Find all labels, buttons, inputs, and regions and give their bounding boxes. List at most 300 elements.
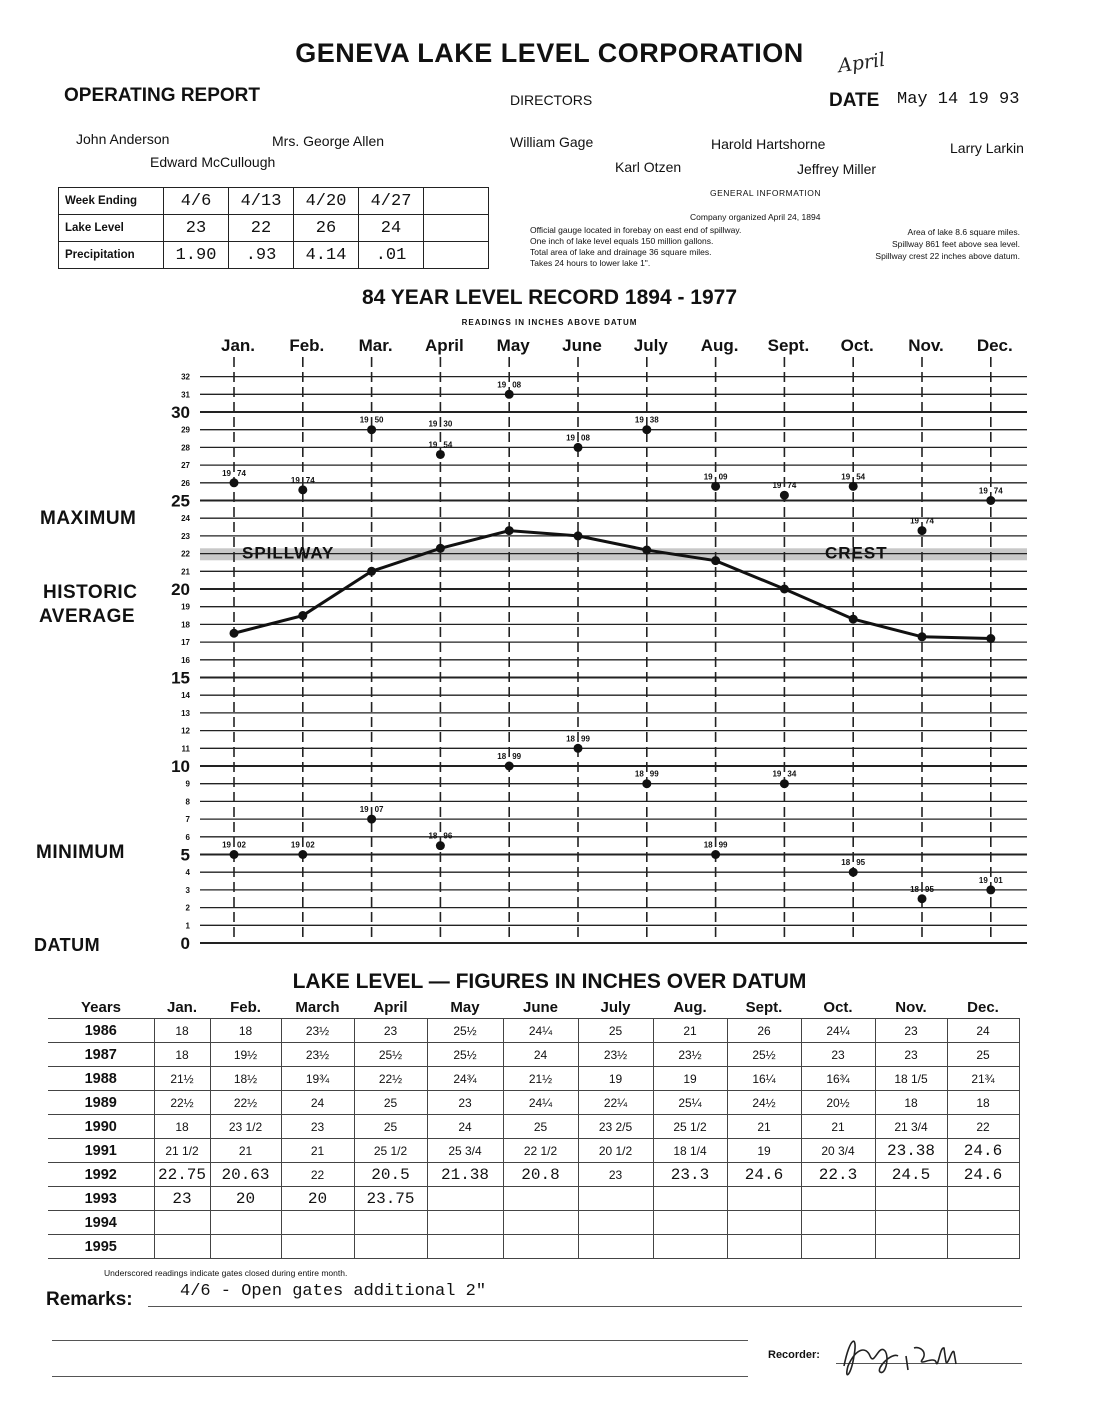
maximum-year-label: 19 — [359, 415, 369, 425]
level-cell: 23½ — [653, 1043, 727, 1067]
level-cell: 23.75 — [354, 1187, 427, 1211]
level-cell: 24 — [359, 215, 424, 242]
minimum-year-label: 18 — [910, 884, 919, 894]
level-cell: 23.3 — [653, 1163, 727, 1187]
average-point — [849, 615, 858, 624]
level-cell: 22½ — [154, 1091, 210, 1115]
maximum-point — [642, 425, 651, 434]
column-header: Sept. — [745, 998, 783, 1016]
table-row — [48, 1019, 1019, 1043]
level-cell: 23½ — [578, 1043, 653, 1067]
y-tick-label: 2 — [185, 903, 190, 913]
general-info-line: Takes 24 hours to lower lake 1". — [530, 258, 651, 268]
minimum-point — [986, 885, 995, 894]
level-cell: 23.38 — [875, 1139, 947, 1163]
level-cell: 18 1/4 — [653, 1139, 727, 1163]
column-header: Feb. — [230, 998, 261, 1016]
column-header: Dec. — [967, 998, 999, 1016]
year-cell: 1994 — [48, 1211, 154, 1235]
table-row — [48, 1211, 1019, 1235]
minimum-point — [642, 779, 651, 788]
y-tick-label: 16 — [181, 655, 190, 665]
y-tick-label: 8 — [185, 797, 190, 807]
minimum-year-label: 02 — [237, 840, 246, 850]
level-cell: 22 — [229, 215, 294, 242]
week-cell: 4/13 — [229, 188, 294, 215]
general-info-line: Company organized April 24, 1894 — [690, 212, 821, 222]
y-tick-label: 17 — [181, 638, 190, 648]
column-header: Aug. — [673, 998, 707, 1016]
year-cell: 1989 — [48, 1091, 154, 1115]
level-cell: 21 — [281, 1139, 354, 1163]
level-cell: 21½ — [503, 1067, 578, 1091]
level-cell — [354, 1211, 427, 1235]
level-cell: 23 — [801, 1043, 875, 1067]
maximum-point — [505, 390, 514, 399]
level-cell: 24.6 — [947, 1139, 1019, 1163]
level-cell: 18½ — [210, 1067, 281, 1091]
y-tick-label: 1 — [185, 921, 190, 931]
column-header: Nov. — [895, 998, 927, 1016]
table-row — [48, 1091, 1019, 1115]
lake-level-table — [48, 996, 1020, 1259]
level-cell: 19 — [727, 1139, 801, 1163]
level-cell — [801, 1187, 875, 1211]
y-tick-label: 3 — [185, 885, 190, 895]
level-cell — [727, 1187, 801, 1211]
average-point — [298, 611, 307, 620]
level-cell: 22 — [947, 1115, 1019, 1139]
row-label: Lake Level — [59, 215, 164, 242]
maximum-point — [574, 443, 583, 452]
level-cell: 24.6 — [727, 1163, 801, 1187]
y-tick-label: 21 — [181, 567, 190, 577]
minimum-year-label: 34 — [787, 769, 797, 779]
level-cell: 21¾ — [947, 1067, 1019, 1091]
y-tick-label: 12 — [181, 726, 190, 736]
remarks-line — [148, 1306, 1022, 1307]
director-name: Mrs. George Allen — [272, 133, 385, 149]
level-cell: 25 1/2 — [354, 1139, 427, 1163]
level-cell: 18 — [154, 1043, 210, 1067]
level-cell — [503, 1211, 578, 1235]
level-cell — [727, 1211, 801, 1235]
average-point — [780, 585, 789, 594]
level-cell: 25½ — [427, 1019, 503, 1043]
column-header: July — [600, 998, 631, 1016]
level-cell: 24¾ — [427, 1067, 503, 1091]
maximum-year-label: 74 — [925, 516, 934, 526]
row-label: Week Ending — [59, 188, 164, 215]
level-cell: 19½ — [210, 1043, 281, 1067]
level-cell: 25½ — [427, 1043, 503, 1067]
general-info-heading: GENERAL INFORMATION — [710, 188, 822, 198]
y-tick-label: 18 — [181, 620, 190, 630]
level-cell — [503, 1235, 578, 1259]
level-cell: 16¾ — [801, 1067, 875, 1091]
director-name: Larry Larkin — [950, 140, 1024, 156]
level-cell: 25 — [354, 1091, 427, 1115]
level-cell: 26 — [727, 1019, 801, 1043]
table-row — [48, 1043, 1019, 1067]
maximum-year-label: 19 — [841, 472, 851, 482]
table-row — [48, 1139, 1019, 1163]
level-cell — [947, 1211, 1019, 1235]
minimum-point — [436, 841, 445, 850]
precip-cell: .93 — [229, 242, 294, 269]
maximum-point — [780, 491, 789, 500]
maximum-year-label: 74 — [305, 475, 315, 485]
footnote: Underscored readings indicate gates closed during entire month. — [104, 1268, 348, 1278]
level-cell: 21 — [210, 1139, 281, 1163]
table-row — [48, 1163, 1019, 1187]
precip-cell: 4.14 — [294, 242, 359, 269]
minimum-year-label: 99 — [718, 840, 728, 850]
level-cell — [210, 1211, 281, 1235]
row-label: Precipitation — [59, 242, 164, 269]
level-cell — [154, 1235, 210, 1259]
maximum-year-label: 19 — [428, 440, 438, 450]
maximum-year-label: 09 — [718, 472, 728, 482]
maximum-year-label: 08 — [512, 380, 522, 390]
average-point — [574, 531, 583, 540]
month-handwritten: April — [836, 48, 887, 78]
level-cell: 21 — [801, 1115, 875, 1139]
director-name: Karl Otzen — [615, 159, 682, 175]
level-cell: 21 — [653, 1019, 727, 1043]
table-header-row — [48, 996, 1019, 1019]
level-cell: 18 — [947, 1091, 1019, 1115]
year-cell: 1988 — [48, 1067, 154, 1091]
level-cell: 19 — [578, 1067, 653, 1091]
table-row — [48, 1115, 1019, 1139]
maximum-year-label: 74 — [787, 481, 797, 491]
month-label: May — [496, 336, 530, 355]
maximum-year-label: 50 — [374, 415, 384, 425]
y-tick-label: 13 — [181, 708, 190, 718]
month-label: July — [633, 336, 668, 355]
y-tick-label: 15 — [171, 668, 190, 688]
remarks-value: 4/6 - Open gates additional 2" — [180, 1282, 487, 1301]
spillway-label: SPILLWAY — [242, 543, 335, 563]
chart-subtitle: READINGS IN INCHES ABOVE DATUM — [461, 318, 638, 327]
level-cell: 20.63 — [210, 1163, 281, 1187]
maximum-year-label: 19 — [910, 516, 919, 526]
level-cell: 21 1/2 — [154, 1139, 210, 1163]
y-tick-label: 22 — [181, 549, 190, 559]
y-tick-label: 9 — [185, 779, 190, 789]
director-name: Harold Hartshorne — [711, 136, 826, 152]
general-info-line: One inch of lake level equals 150 million gallons. — [530, 236, 714, 246]
average-point — [436, 544, 445, 553]
minimum-year-label: 18 — [841, 858, 851, 868]
month-label: Mar. — [358, 336, 393, 355]
level-cell: 23 — [427, 1091, 503, 1115]
level-cell: 20½ — [801, 1091, 875, 1115]
y-tick-label: 27 — [181, 461, 190, 471]
y-tick-label: 10 — [171, 757, 190, 776]
level-cell: 18 1/5 — [875, 1067, 947, 1091]
level-cell: 20 — [281, 1187, 354, 1211]
level-cell: 22.3 — [801, 1163, 875, 1187]
level-cell: 19¾ — [281, 1067, 354, 1091]
level-cell — [947, 1187, 1019, 1211]
month-label: April — [425, 336, 464, 355]
level-cell: 24½ — [727, 1091, 801, 1115]
month-label: Oct. — [840, 336, 874, 355]
y-tick-label: 25 — [171, 491, 190, 511]
director-name: William Gage — [510, 134, 594, 150]
y-tick-label: 32 — [181, 372, 190, 382]
recorder-signature — [836, 1326, 966, 1386]
level-cell — [578, 1211, 653, 1235]
year-cell: 1986 — [48, 1019, 154, 1043]
level-cell — [875, 1235, 947, 1259]
level-cell: 24 — [427, 1115, 503, 1139]
minimum-year-label: 99 — [512, 752, 522, 761]
year-cell: 1991 — [48, 1139, 154, 1163]
minimum-point — [918, 894, 927, 903]
month-label: Feb. — [289, 336, 325, 355]
maximum-year-label: 74 — [993, 486, 1003, 496]
maximum-year-label: 19 — [428, 419, 438, 429]
average-point — [367, 567, 376, 576]
maximum-year-label: 54 — [856, 472, 866, 482]
level-cell: 23 — [164, 215, 229, 242]
level-cell — [875, 1211, 947, 1235]
y-tick-label: 6 — [185, 832, 190, 842]
minimum-year-label: 99 — [649, 769, 659, 779]
minimum-year-label: 19 — [222, 840, 231, 850]
week-cell: 4/20 — [294, 188, 359, 215]
table-row — [48, 1187, 1019, 1211]
minimum-year-label: 02 — [305, 840, 315, 850]
y-tick-label: 26 — [181, 478, 190, 488]
level-cell: 24 — [281, 1091, 354, 1115]
level-cell: 20.8 — [503, 1163, 578, 1187]
level-cell — [281, 1235, 354, 1259]
precip-cell: 1.90 — [164, 242, 229, 269]
general-info-line: Spillway crest 22 inches above datum. — [875, 251, 1020, 261]
level-cell — [578, 1187, 653, 1211]
level-cell: 25 — [354, 1115, 427, 1139]
y-tick-label: 24 — [181, 514, 190, 524]
level-cell: 23 — [578, 1163, 653, 1187]
week-cell: 4/27 — [359, 188, 424, 215]
month-label: Nov. — [908, 336, 944, 355]
general-info-line: Area of lake 8.6 square miles. — [907, 227, 1020, 237]
level-cell: 18 — [154, 1019, 210, 1043]
minimum-year-label: 18 — [428, 831, 438, 841]
level-cell — [427, 1187, 503, 1211]
minimum-year-label: 19 — [290, 840, 300, 850]
company-title: GENEVA LAKE LEVEL CORPORATION — [295, 38, 804, 68]
y-tick-label: 30 — [171, 403, 190, 422]
remarks-line — [52, 1376, 748, 1377]
level-cell: 22½ — [210, 1091, 281, 1115]
level-cell: 24.6 — [947, 1163, 1019, 1187]
level-cell: 20.5 — [354, 1163, 427, 1187]
average-label: AVERAGE — [39, 606, 136, 627]
level-cell: 23 — [154, 1187, 210, 1211]
level-cell: 19 — [653, 1067, 727, 1091]
month-label: Aug. — [700, 336, 739, 355]
table-title: LAKE LEVEL — FIGURES IN INCHES OVER DATUM — [292, 970, 807, 993]
level-cell: 25 — [578, 1019, 653, 1043]
maximum-label: MAXIMUM — [40, 508, 137, 529]
level-cell: 25½ — [354, 1043, 427, 1067]
average-point — [505, 526, 514, 535]
maximum-point — [849, 482, 858, 491]
table-row — [48, 1067, 1019, 1091]
level-cell: 25 — [503, 1115, 578, 1139]
level-cell: 23½ — [281, 1019, 354, 1043]
column-header: May — [450, 998, 480, 1016]
minimum-year-label: 01 — [993, 875, 1003, 885]
minimum-year-label: 95 — [856, 858, 866, 868]
level-cell: 18 — [154, 1115, 210, 1139]
column-header: June — [522, 998, 558, 1016]
maximum-year-label: 38 — [649, 415, 659, 425]
level-cell: 21 3/4 — [875, 1115, 947, 1139]
month-label: Jan. — [220, 336, 256, 355]
crest-label: CREST — [825, 543, 888, 563]
y-tick-label: 0 — [180, 934, 190, 953]
level-cell: 26 — [294, 215, 359, 242]
level-cell: 24¼ — [503, 1091, 578, 1115]
y-tick-label: 11 — [181, 744, 190, 754]
maximum-year-label: 74 — [237, 468, 246, 478]
average-point — [642, 546, 651, 555]
minimum-year-label: 99 — [581, 734, 590, 744]
level-cell: 21 — [727, 1115, 801, 1139]
level-cell — [427, 1211, 503, 1235]
level-cell — [727, 1235, 801, 1259]
level-cell: 18 — [210, 1019, 281, 1043]
minimum-year-label: 18 — [566, 734, 575, 744]
y-tick-label: 31 — [181, 390, 190, 400]
minimum-year-label: 18 — [634, 769, 644, 779]
level-cell: 25 1/2 — [653, 1115, 727, 1139]
level-cell — [427, 1235, 503, 1259]
maximum-year-label: 08 — [581, 433, 590, 443]
maximum-point — [711, 482, 720, 491]
director-name: John Anderson — [76, 131, 170, 147]
remarks-label: Remarks: — [46, 1289, 133, 1310]
level-cell: 25½ — [727, 1043, 801, 1067]
minimum-point — [230, 850, 239, 859]
maximum-point — [298, 485, 307, 494]
minimum-year-label: 18 — [497, 752, 507, 761]
minimum-point — [780, 779, 789, 788]
director-name: Edward McCullough — [150, 154, 276, 170]
level-cell: 21½ — [154, 1067, 210, 1091]
year-cell: 1990 — [48, 1115, 154, 1139]
maximum-year-label: 19 — [703, 472, 713, 482]
level-cell: 24 — [503, 1043, 578, 1067]
level-cell: 24¼ — [801, 1019, 875, 1043]
maximum-point — [986, 496, 995, 505]
datum-label: DATUM — [34, 935, 101, 955]
recorder-label: Recorder: — [768, 1349, 820, 1361]
precip-cell: .01 — [359, 242, 424, 269]
column-header: April — [373, 998, 408, 1016]
year-cell: 1992 — [48, 1163, 154, 1187]
level-cell: 22 — [281, 1163, 354, 1187]
minimum-year-label: 95 — [925, 884, 934, 894]
column-header: March — [295, 998, 340, 1016]
level-cell: 23½ — [281, 1043, 354, 1067]
year-cell: 1987 — [48, 1043, 154, 1067]
level-cell: 22½ — [354, 1067, 427, 1091]
average-point — [986, 634, 995, 643]
month-label: June — [562, 336, 602, 355]
date-value: May 14 19 93 — [897, 90, 1020, 109]
month-label: Sept. — [767, 336, 810, 355]
level-cell — [503, 1187, 578, 1211]
level-cell: 22.75 — [154, 1163, 210, 1187]
minimum-point — [505, 762, 514, 771]
minimum-year-label: 19 — [772, 769, 782, 779]
average-point — [711, 556, 720, 565]
maximum-year-label: 54 — [443, 440, 453, 450]
level-cell: 24.5 — [875, 1163, 947, 1187]
column-header: Oct. — [823, 998, 853, 1016]
y-tick-label: 28 — [181, 443, 190, 453]
maximum-year-label: 19 — [634, 415, 644, 425]
general-info-line: Official gauge located in forebay on east end of spillway. — [530, 225, 742, 235]
level-cell — [210, 1235, 281, 1259]
maximum-year-label: 19 — [497, 380, 507, 390]
level-cell: 21.38 — [427, 1163, 503, 1187]
maximum-year-label: 19 — [978, 486, 988, 496]
level-cell: 23 1/2 — [210, 1115, 281, 1139]
level-cell: 25¼ — [653, 1091, 727, 1115]
minimum-year-label: 18 — [703, 840, 713, 850]
level-cell — [354, 1235, 427, 1259]
maximum-point — [367, 425, 376, 434]
level-cell — [653, 1211, 727, 1235]
level-cell: 22¼ — [578, 1091, 653, 1115]
level-cell: 20 3/4 — [801, 1139, 875, 1163]
y-tick-label: 5 — [180, 845, 190, 865]
maximum-year-label: 19 — [222, 468, 231, 478]
level-cell — [154, 1211, 210, 1235]
minimum-point — [849, 868, 858, 877]
level-cell: 24¼ — [503, 1019, 578, 1043]
level-cell: 20 — [210, 1187, 281, 1211]
column-header: Years — [80, 998, 122, 1016]
column-header: Jan. — [166, 998, 197, 1016]
week-cell: 4/6 — [164, 188, 229, 215]
level-cell: 25 — [947, 1043, 1019, 1067]
maximum-year-label: 30 — [443, 419, 453, 429]
maximum-point — [230, 478, 239, 487]
minimum-point — [298, 850, 307, 859]
level-cell — [947, 1235, 1019, 1259]
level-cell: 23 — [281, 1115, 354, 1139]
average-point — [918, 632, 927, 641]
level-cell — [875, 1187, 947, 1211]
y-tick-label: 14 — [181, 691, 190, 701]
level-cell: 25 3/4 — [427, 1139, 503, 1163]
chart-title: 84 YEAR LEVEL RECORD 1894 - 1977 — [361, 286, 738, 309]
level-cell — [281, 1211, 354, 1235]
report-title: OPERATING REPORT — [64, 85, 260, 106]
minimum-point — [574, 744, 583, 753]
maximum-point — [918, 526, 927, 535]
level-cell: 20 1/2 — [578, 1139, 653, 1163]
